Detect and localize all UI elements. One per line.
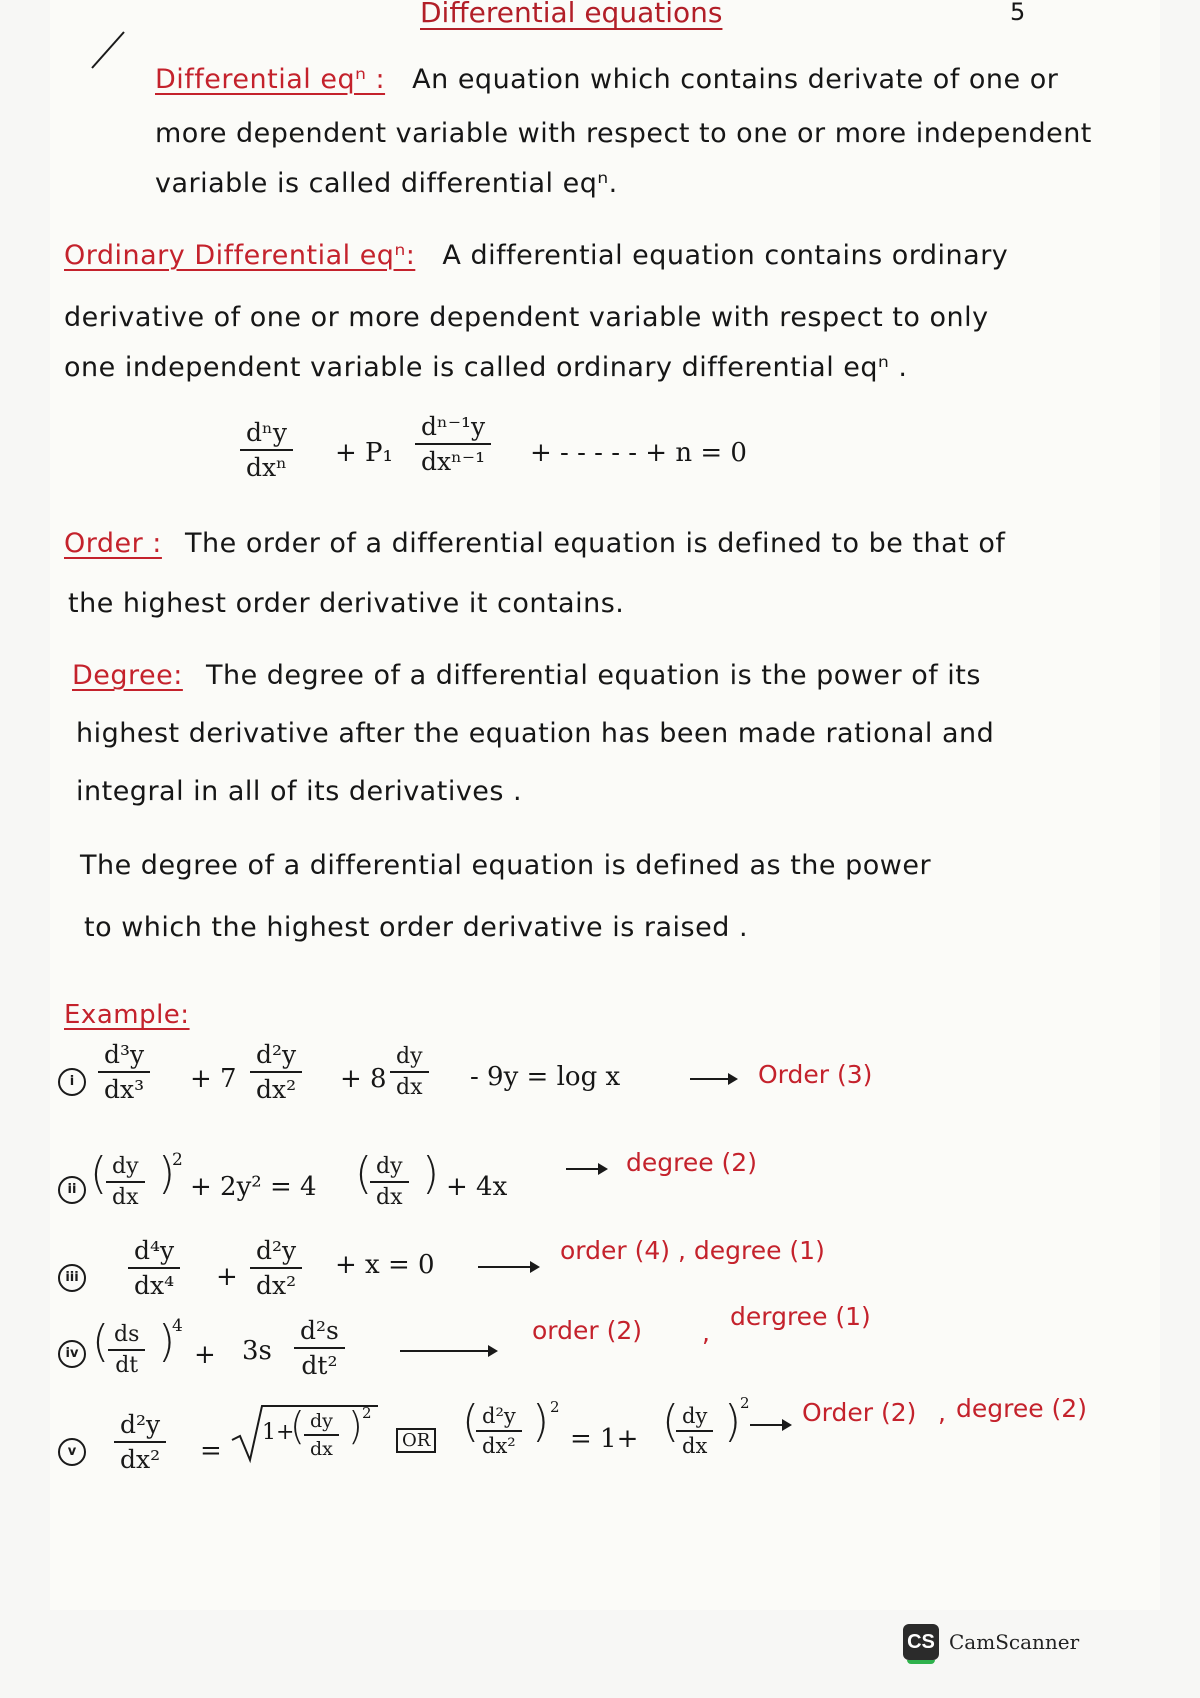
camscanner-watermark (903, 1624, 1079, 1660)
ordinary-definition-line1 (64, 240, 1008, 271)
example-2-result: degree (2) (626, 1148, 757, 1177)
example-5-result-degree: degree (2) (956, 1394, 1087, 1423)
example-5-separator: , (938, 1398, 946, 1427)
example-3-tail: + x = 0 (335, 1250, 435, 1280)
example-5-or: OR (396, 1428, 436, 1453)
example-5-frac-4: $\frac{dy}{dx}$ (676, 1404, 713, 1458)
example-5-marker: v (58, 1438, 86, 1466)
example-1-result: Order (3) (758, 1060, 873, 1089)
example-5-power-2: 2 (550, 1398, 560, 1416)
example-1-coef-1: + 7 (190, 1064, 237, 1094)
differential-definition-line3: variable is called differential eqⁿ. (155, 168, 618, 199)
general-eq-fraction-1: dⁿy dxⁿ (240, 418, 293, 482)
general-eq-rest: + - - - - - + n = 0 (530, 438, 747, 468)
example-4-arrow (400, 1350, 496, 1352)
example-5-frac-3: $\frac{\text{d²y}}{\text{dx²}}$ (476, 1404, 522, 1458)
example-2-tail: + 4x (446, 1172, 508, 1202)
degree-term: Degree: (72, 660, 183, 691)
example-1-tail: - 9y = log x (470, 1062, 621, 1092)
example-2-paren-open: ( (90, 1148, 108, 1199)
example-2-power: 2 (172, 1150, 183, 1170)
example-5-result-order: Order (2) (802, 1398, 917, 1427)
differential-term: Differential eqⁿ : (155, 64, 386, 95)
example-3-frac-2: $\frac{\text{d²y}}{\text{dx²}}$ (250, 1236, 302, 1300)
example-5-paren2-close: ) (532, 1396, 550, 1447)
example-4-frac-1: $\frac{ds}{dt}$ (108, 1322, 145, 1378)
example-2-frac-1: $\frac{dy}{dx}$ (106, 1154, 145, 1210)
ordinary-definition-line2: derivative of one or more dependent variable with respect to only (64, 302, 989, 333)
example-2-arrow (566, 1168, 606, 1170)
example-4-separator: , (702, 1318, 710, 1347)
example-2-mid: + 2y² = 4 (190, 1172, 317, 1202)
degree-definition-line2: highest derivative after the equation has been made rational and (76, 718, 995, 749)
example-1-frac-3: $\frac{dy}{dx}$ (390, 1044, 429, 1100)
example-5-frac-1: $\frac{\text{d²y}}{\text{dx²}}$ (114, 1410, 166, 1474)
ordinary-term: Ordinary Differential eqⁿ: (64, 240, 416, 271)
camscanner-label: CamScanner (949, 1630, 1080, 1654)
example-1-frac-1: $\frac{\text{d³y}}{\text{dx³}}$ (98, 1040, 150, 1104)
example-2-paren-close: ) (158, 1148, 176, 1199)
degree-text-1: The degree of a differential equation is the power of its (205, 660, 981, 691)
degree-definition-line1 (72, 660, 981, 691)
example-2-frac-2: $\frac{dy}{dx}$ (370, 1154, 409, 1210)
example-5-root-a: 1+ (262, 1420, 295, 1445)
page-title: Differential equations (420, 0, 723, 29)
order-definition-line1 (64, 528, 1005, 559)
example-1-frac-2: $\frac{\text{d²y}}{\text{dx²}}$ (250, 1040, 302, 1104)
order-term: Order : (64, 528, 162, 559)
degree-definition-line3: integral in all of its derivatives . (76, 776, 523, 807)
tick-mark (90, 28, 130, 72)
example-2-paren2-open: ( (355, 1148, 373, 1199)
example-5-eq: = (200, 1436, 222, 1466)
example-5-arrow (750, 1424, 790, 1426)
ordinary-definition-line3: one independent variable is called ordinary differential eqⁿ . (64, 352, 908, 383)
example-4-paren-close: ) (158, 1316, 176, 1367)
degree-alt-line2: to which the highest order derivative is raised . (84, 912, 749, 943)
example-5-eq2: = 1+ (570, 1424, 639, 1454)
differential-definition-line1 (155, 64, 1058, 95)
example-4-result-degree: dergree (1) (730, 1302, 871, 1331)
example-5-paren3-close: ) (724, 1396, 742, 1447)
example-3-coef: + (216, 1262, 238, 1292)
example-4-frac-2: $\frac{\text{d²s}}{\text{dt²}}$ (294, 1316, 345, 1380)
example-2-paren2-close: ) (422, 1148, 440, 1199)
example-1-arrow (690, 1078, 736, 1080)
example-4-mid: 3s (242, 1336, 272, 1366)
example-5-paren3-open: ( (662, 1396, 680, 1447)
example-5-power-1: 2 (362, 1404, 372, 1422)
example-5-frac-2: $\frac{dy}{dx}$ (304, 1410, 339, 1460)
example-4-result-order: order (2) (532, 1316, 643, 1345)
example-1-coef-2: + 8 (340, 1064, 387, 1094)
example-3-result: order (4) , degree (1) (560, 1236, 825, 1265)
general-eq-fraction-2: dⁿ⁻¹y dxⁿ⁻¹ (415, 412, 491, 476)
general-eq-plus-p1: + P₁ (335, 438, 393, 468)
ordinary-text-1: A differential equation contains ordinary (442, 240, 1009, 271)
page-number: 5 (1010, 0, 1026, 26)
example-heading: Example: (64, 1000, 190, 1030)
example-3-frac-1: $\frac{\text{d⁴y}}{\text{dx⁴}}$ (128, 1236, 180, 1300)
example-2-marker: ii (58, 1176, 86, 1204)
example-3-marker: iii (58, 1264, 86, 1292)
order-text-1: The order of a differential equation is defined to be that of (185, 528, 1006, 559)
example-5-paren-open: ( (290, 1404, 305, 1448)
example-5-paren2-open: ( (462, 1396, 480, 1447)
example-4-marker: iv (58, 1340, 86, 1368)
example-1-marker: i (58, 1068, 86, 1096)
example-3-arrow (478, 1266, 538, 1268)
differential-text-1: An equation which contains derivate of one or (412, 64, 1059, 95)
differential-definition-line2: more dependent variable with respect to one or more independent (155, 118, 1092, 149)
notebook-page (50, 0, 1160, 1610)
example-4-power: 4 (172, 1316, 183, 1336)
example-4-plus: + (194, 1340, 216, 1370)
order-definition-line2: the highest order derivative it contains. (68, 588, 625, 619)
example-4-paren-open: ( (92, 1316, 110, 1367)
example-5-paren-close: ) (348, 1404, 363, 1448)
example-5-power-3: 2 (740, 1394, 750, 1412)
degree-alt-line1: The degree of a differential equation is defined as the power (80, 850, 932, 881)
camscanner-logo-icon: CS (903, 1624, 939, 1660)
